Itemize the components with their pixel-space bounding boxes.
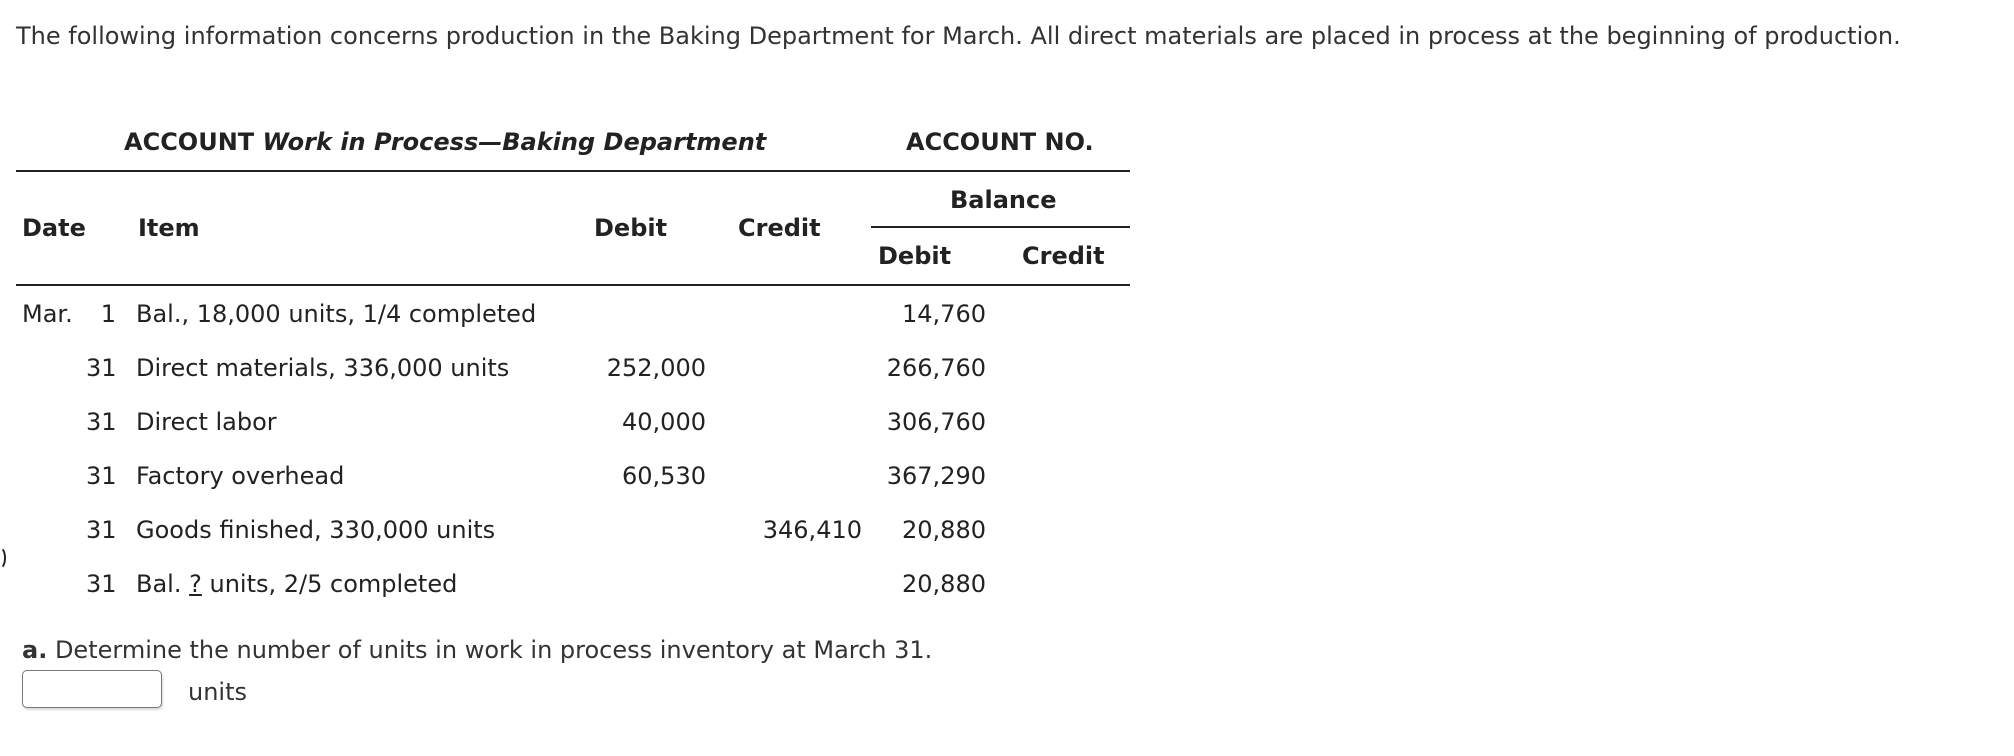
row-balance-debit: 14,760: [902, 300, 986, 328]
row-month: Mar.: [22, 300, 73, 328]
ledger-row: [16, 340, 1130, 394]
account-number-label: ACCOUNT NO.: [906, 128, 1094, 156]
row-day: 31: [86, 462, 117, 490]
header-balance: Balance: [950, 186, 1057, 214]
ledger-row: [16, 286, 1130, 340]
row-day: 1: [100, 300, 116, 328]
ledger-account: [16, 112, 1130, 610]
account-label: ACCOUNT: [124, 128, 255, 156]
units-answer-input[interactable]: [22, 670, 162, 708]
header-balance-debit: Debit: [878, 242, 952, 270]
row-debit: 252,000: [606, 354, 706, 382]
row-day: 31: [86, 354, 117, 382]
question-a: [22, 636, 932, 664]
row-debit: 40,000: [622, 408, 706, 436]
units-label: units: [188, 678, 248, 706]
row-item: Bal., 18,000 units, 1/4 completed: [136, 300, 537, 328]
edge-bracket: [0, 546, 6, 570]
row-item-suffix: units, 2/5 completed: [201, 570, 458, 598]
row-balance-debit: 20,880: [902, 570, 986, 598]
question-letter: a.: [22, 636, 48, 664]
row-balance-debit: 20,880: [902, 516, 986, 544]
account-header-row: [16, 112, 1130, 172]
header-credit: Credit: [738, 214, 821, 242]
row-balance-debit: 266,760: [886, 354, 986, 382]
row-item: Direct materials, 336,000 units: [136, 354, 510, 382]
header-date: Date: [22, 214, 86, 242]
row-balance-debit: 306,760: [886, 408, 986, 436]
row-item-prefix: Bal.: [136, 570, 190, 598]
unknown-units-mark: ?: [189, 570, 202, 598]
ledger-row: [16, 394, 1130, 448]
header-balance-credit: Credit: [1022, 242, 1105, 270]
row-item: Goods finished, 330,000 units: [136, 516, 496, 544]
row-item: Direct labor: [136, 408, 277, 436]
ledger-row: [16, 448, 1130, 502]
ledger-row: [16, 556, 1130, 610]
balance-divider: [871, 226, 1130, 228]
header-item: Item: [138, 214, 200, 242]
account-name: Work in Process—Baking Department: [262, 128, 767, 156]
account-title: [124, 128, 766, 156]
row-day: 31: [86, 408, 117, 436]
row-balance-debit: 367,290: [886, 462, 986, 490]
row-debit: 60,530: [622, 462, 706, 490]
row-credit: 346,410: [762, 516, 862, 544]
column-header-row: [16, 172, 1130, 286]
header-debit: Debit: [594, 214, 668, 242]
intro-text: The following information concerns production in the Baking Department for March. All direct materials are placed in process at the beginning of production.: [16, 22, 1901, 50]
row-item: [136, 570, 457, 598]
ledger-row: [16, 502, 1130, 556]
row-day: 31: [86, 570, 117, 598]
question-text: Determine the number of units in work in process inventory at March 31.: [54, 636, 933, 664]
row-day: 31: [86, 516, 117, 544]
row-item: Factory overhead: [136, 462, 345, 490]
